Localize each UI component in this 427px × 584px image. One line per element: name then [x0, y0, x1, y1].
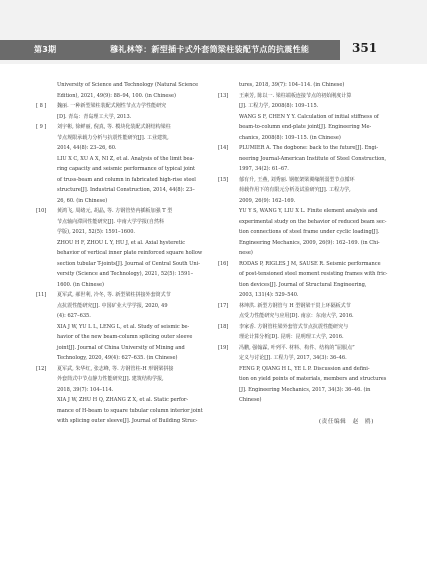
reference-text: 夏军武, 朱华红, 张志峰, 等. 方钢管柱-H 形钢梁拼接 外套筒式中节点静力性能研究[J]. 建筑结构学报, 2018, 39(7): 104–114. XIA J W, ZHU H Q, ZHANG Z X, et al. Static perfor- mance of H-beam to square tubular column interior joint with splicing outer sleeve[J]. Journal of Building Struc- [57, 365, 203, 424]
reference-text: 夏军武, 郝世利, 冷冬, 等. 新型梁柱拼接外套筒式节 点抗震性能研究[J]. 中国矿业大学学报, 2020, 49 (4): 627–635. XIA J W, YU L L, LENG L, et al. Study of seismic be- havior of the new beam-column splicing outer sleeve joint[J]. Journal of China University of Mining and Technology, 2020, 49(4): 627–635. (in Chinese) [57, 292, 193, 361]
reference-number: [17] [218, 302, 229, 309]
reference-number: [16] [218, 260, 229, 267]
reference-number: [ 8 ] [36, 103, 47, 109]
reference-number: [11] [36, 292, 47, 298]
reference-entry [218, 322, 396, 343]
reference-text: University of Science and Technology (Natural Science Edition), 2021, 49(9): 88–94, 100. (in Chinese) [57, 82, 199, 99]
reference-text: 冯鹏, 强翰霖, 叶列平. 材料、构件、结构的“屈服点” 定义与讨论[J]. 工程力学, 2017, 34(3): 36–46. FENG P, QIANG H L, YE L P. Discussion and defini- tion on yield points of materials, members and structures [J]. Engineering Mechanics, 2017, 34(3): 36–46. (in Chinese) [239, 344, 387, 403]
reference-text: 黄鸿飞, 周绪元, 胡晶, 等. 方钢管垫内插板加强 T 型 节点轴向滞回性能研究[J]. 中南大学学报(自然科 学版), 2021, 52(5): 1591–1600. ZHOU H F, ZHOU L Y, HU J, et al. Axial hysteretic behavior of vertical inner plate reinforced square hollow section tubular T-joints[J]. Journal of Central South Uni- versity (Science and Technology), 2021, 52(5): 1591– 1600. (in Chinese) [57, 208, 203, 288]
reference-text: 郁有升, 王燕, 刘秀丽. 钢框架梁翼缘削弱型节点循环 荷载作用下的有限元分析及试验研究[J]. 工程力学, 2009, 26(9): 162–169. YU Y S, WANG Y, LIU X L. Finite element analysis and experimental study on the behavior of reduced beam sec- tion connections of steel frame under cyclic loading[J]. Engineering Mechanics, 2009, 26(9): 162–169. (in Chi- nese) [239, 176, 387, 256]
reference-entry [218, 301, 396, 322]
reference-entry [218, 343, 396, 406]
reference-entry [218, 175, 396, 259]
reference-number: [15] [218, 176, 229, 183]
reference-number: [ 9 ] [36, 124, 47, 130]
reference-text: 李家香. 方钢管柱梁外套管式节点抗震性能研究与 理论计算分析[D]. 昆明：昆明理工大学, 2016. [239, 323, 349, 340]
references-left-column [36, 80, 212, 427]
reference-entry [36, 101, 212, 122]
running-title: 穆礼林等：新型插卡式外套筒梁柱装配节点的抗震性能 [110, 45, 310, 54]
reference-text: PLUMIER A. The dogbone: back to the future[J]. Engi- neering Journal-American Institute of Steel Construction, 1997, 34(2): 61–67. [239, 145, 387, 172]
reference-entry [36, 122, 212, 206]
reference-entry [36, 364, 212, 427]
reference-text: 魏丽. 一种新型梁柱装配式刚性节点力学性能研究 [D]. 青岛：青岛理工大学, 2013. [57, 103, 167, 120]
reference-number: [13] [218, 92, 229, 99]
issue-label: 第3期 [34, 45, 57, 54]
reference-entry [218, 80, 396, 91]
reference-text: RODAS P, RIGLES J M, SAUSE R. Seismic performance of post-tensioned steel moment resisting frames with fric- tion devices[J]. Journal of Structural Engineering, 2003, 131(4): 529–540. [239, 260, 388, 298]
reference-text: 刘宇彬, 徐鲜丽, 倪真, 等. 模块化装配式钢结构梁柱 节点规限承载力分析与抗震性能研究[J]. 工业建筑, 2014, 44(8): 23–26, 60. LIU X C, XU A X, NI Z, et al. Analysis of the limit bea- ring capacity and seismic performance of typical joint of truss-beam and column in fabricated high-rise steel structure[J]. Industrial Construction, 2014, 44(8): 23– 26, 60. (in Chinese) [57, 124, 196, 204]
reference-number: [18] [218, 323, 229, 330]
reference-number: [19] [218, 344, 229, 351]
page-number: 351 [352, 41, 378, 55]
references-right-column [218, 80, 396, 427]
page-header [0, 0, 427, 64]
reference-entry [36, 80, 212, 101]
reference-text: 林坤洪. 新型方钢管与 H 型钢梁干贯上环隔板式节 点受力性能研究与应用[D]. 南京：东南大学, 2016. [239, 302, 354, 319]
reference-text: 王素芳, 陈以一. 梁柱端板连接节点的初始刚度计算 [J]. 工程力学, 2008(8): 109–115. WANG S F, CHEN Y Y. Calculation of initial stiffness of beam-to-column end-plate joint[J]. Engineering Me- chanics, 2008(8): 109–115. (in Chinese) [239, 92, 379, 141]
reference-entry [36, 290, 212, 364]
reference-entry [36, 206, 212, 290]
reference-entry [218, 143, 396, 175]
reference-entry [218, 91, 396, 144]
reference-number: [12] [36, 365, 47, 372]
header-bar [0, 40, 340, 60]
reference-entry [218, 259, 396, 301]
reference-text: tures, 2018, 39(7): 104–114. (in Chinese) [239, 82, 345, 88]
editor-credit: (责任编辑 赵 鸥) [318, 418, 374, 425]
reference-number: [10] [36, 208, 47, 214]
reference-number: [14] [218, 145, 229, 151]
